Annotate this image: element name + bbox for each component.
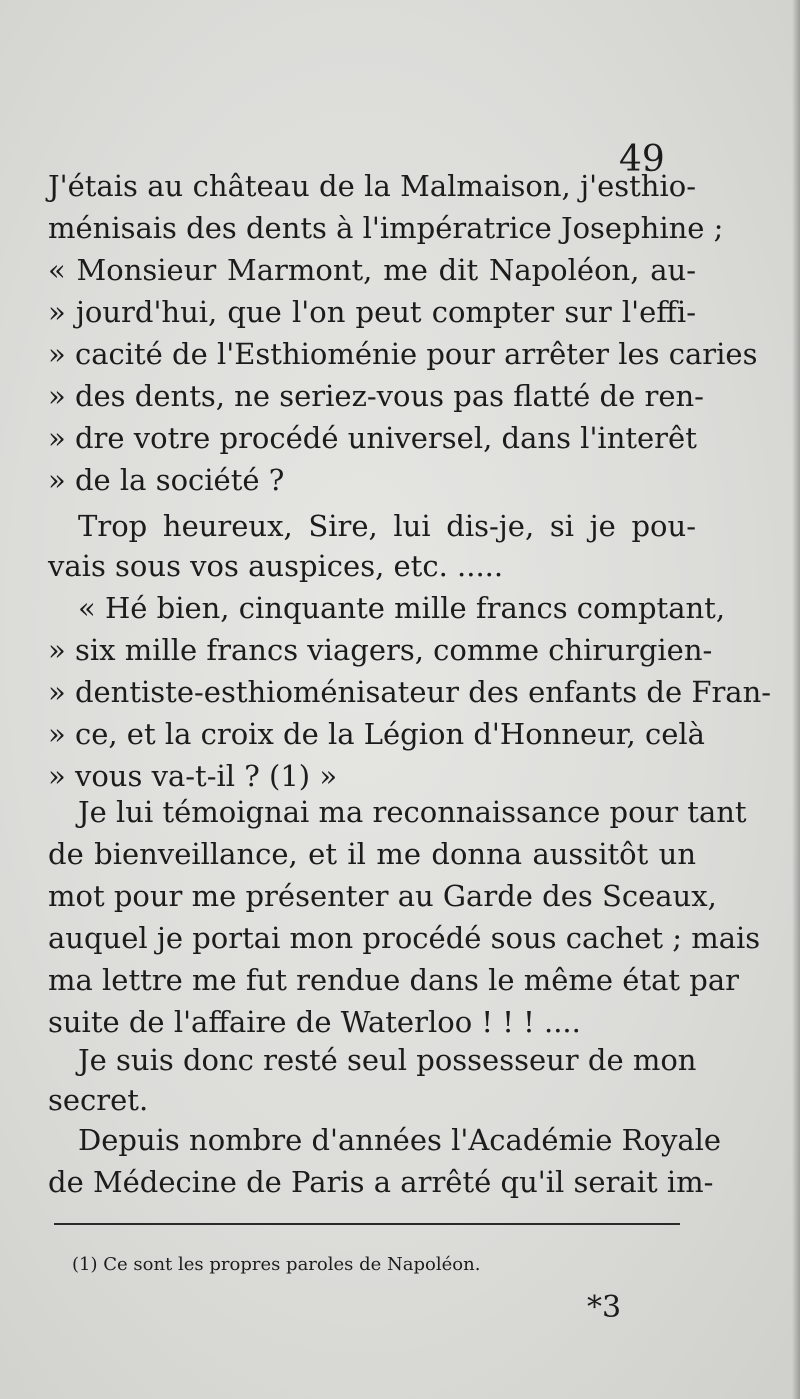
text-line-21: suite de l'affaire de Waterloo ! ! ! ....: [48, 1005, 581, 1039]
text-line-11: « Hé bien, cinquante mille francs comptant,: [78, 591, 726, 625]
text-line-14: » ce, et la croix de la Légion d'Honneur, celà: [48, 717, 705, 751]
text-line-2: ménisais des dents à l'impératrice Josephine ;: [48, 211, 724, 245]
text-line-16: Je lui témoignai ma reconnaissance pour tant: [78, 795, 747, 829]
footnote: (1) Ce sont les propres paroles de Napoléon.: [72, 1254, 481, 1275]
text-line-4: » jourd'hui, que l'on peut compter sur l'effi-: [48, 295, 696, 329]
text-line-6: » des dents, ne seriez-vous pas flatté de ren-: [48, 379, 704, 413]
page-edge-shadow: [792, 0, 800, 1399]
signature-mark: *3: [587, 1290, 622, 1325]
text-line-3: « Monsieur Marmont, me dit Napoléon, au-: [48, 253, 696, 287]
text-line-12: » six mille francs viagers, comme chirurgien-: [48, 633, 713, 667]
footnote-rule: [54, 1223, 680, 1225]
text-line-20: ma lettre me fut rendue dans le même état par: [48, 963, 740, 997]
text-line-8: » de la société ?: [48, 463, 285, 497]
text-line-1: J'étais au château de la Malmaison, j'esthio-: [48, 169, 696, 203]
text-line-17: de bienveillance, et il me donna aussitôt un: [48, 837, 696, 871]
text-line-19: auquel je portai mon procédé sous cachet ; mais: [48, 921, 761, 955]
text-line-22: Je suis donc resté seul possesseur de mon: [78, 1043, 697, 1077]
text-line-7: » dre votre procédé universel, dans l'interêt: [48, 421, 697, 455]
text-line-9: Trop heureux, Sire, lui dis-je, si je pou-: [78, 509, 696, 543]
text-line-24: Depuis nombre d'années l'Académie Royale: [78, 1123, 722, 1157]
text-line-13: » dentiste-esthioménisateur des enfants de Fran-: [48, 675, 772, 709]
text-line-18: mot pour me présenter au Garde des Sceaux,: [48, 879, 717, 913]
text-line-15: » vous va-t-il ? (1) »: [48, 759, 338, 793]
page-number: 49: [619, 139, 665, 180]
text-line-25: de Médecine de Paris a arrêté qu'il serait im-: [48, 1165, 714, 1199]
text-line-10: vais sous vos auspices, etc. .....: [48, 549, 504, 583]
text-line-23: secret.: [48, 1083, 149, 1117]
text-line-5: » cacité de l'Esthioménie pour arrêter les caries: [48, 337, 758, 371]
